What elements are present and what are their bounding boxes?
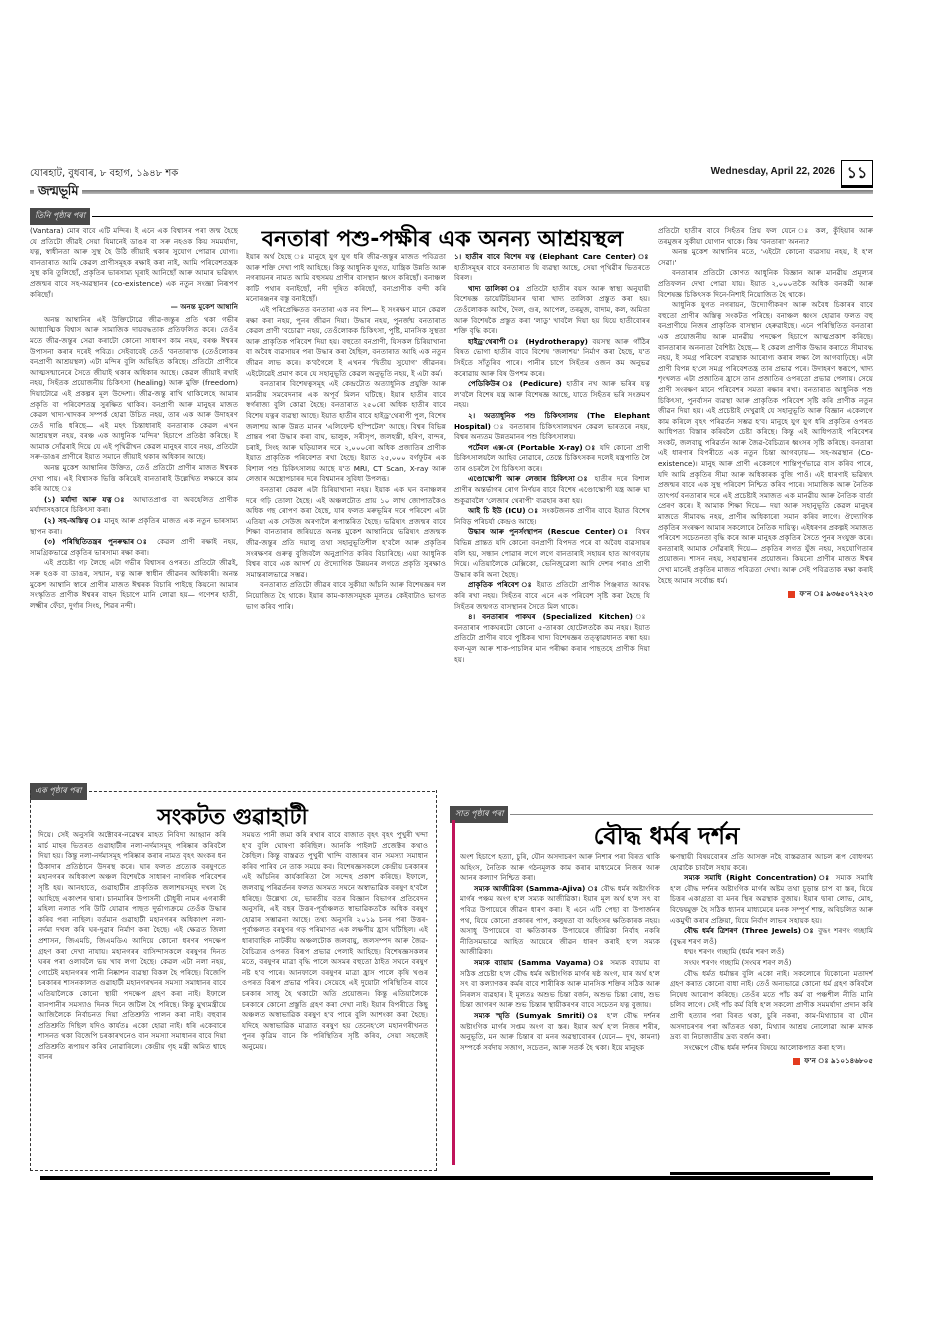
text: যদি কোনো প্ৰাণী চিকিৎসালয়লৈ আহিব নোৱাৰে, তেন্তে চিকিৎসকৰ দলেই যন্ত্ৰপাতি লৈ তাৰ ওচৰলৈ গৈ চিকিৎসা কৰে। bbox=[454, 442, 650, 473]
subhead: আই চি ইউ (ICU) ঃ bbox=[468, 506, 539, 516]
paragraph: দিয়ে। সেই অনুসৰি অক্টোবৰ-নৱেম্বৰ মাহত নিবিদা আহ্বান কৰি মাৰ্চ মাহৰ ভিতৰত গুৱাহাটীৰ নলা-নৰ্দমাসমূহ পৰিষ্কাৰ কৰিবলৈ দিয়া হয়। কিন্তু নলা-নৰ্দমাসমূহ পৰিষ্কাৰ কৰাৰ নামত বৃহৎ অংকৰ ধন ঠিকাদাৰ প্ৰতিষ্ঠানে উদৰস্থ কৰে। ঘাৰ ফলত প্ৰত্যেক বৰষুণতে মহানগৰৰ অধিকাংশ অঞ্চল বিশেষকৈ সাধাৰণ নাগৰিক পৰিবেশৰ সৃষ্টি হয়। আনহাতে, গুৱাহাটীৰ প্ৰাকৃতিক জলাশয়সমূহ দখল হৈ আহিছে একাংশৰ দ্বাৰা। চানমাৰিৰ উপাসনী চৌধুৰী নামৰ এগৰাকী মহিলা নলাত পৰি উটি যোৱাৰ পাছত দুৰ্ভাগ্যক্ৰমে তেওঁক উদ্ধাৰ কৰিব পৰা নাছিল। বৰ্তমান গুৱাহাটী মহানগৰৰ অধিকাংশ নলা-নৰ্দমা দখল কৰি ঘৰ-দুৱাৰ নিৰ্মাণ কৰা হৈছে। এই ক্ষেত্ৰত জিলা প্ৰশাসন, জিএমচি, জিএমডিএ আদিয়ে কোনো ধৰণৰ পদক্ষেপ গ্ৰহণ কৰা দেখা নাযায়। মহানগৰৰ বাসিন্দাসকলে বৰষুণৰ দিনত ঘৰৰ পৰা ওলাবলৈ ভয় খাব লগা হৈছে। কেৱল এটা নলা নহয়, গোটেই মহানগৰৰ পানী নিষ্কাশন ব্যৱস্থা বিকল হৈ পৰিছে। বিজেপি চৰকাৰৰ শাসনকালত গুৱাহাটী মহানগৰখনৰ সমস্যা সমাধানৰ বাবে এতিয়ালৈকে কোনো স্থায়ী পদক্ষেপ গ্ৰহণ কৰা নাই। ইফালে বানপানীৰ সমস্যাও দিনক দিনে জটিল হৈ পৰিছে। কিন্তু মুখ্যমন্ত্ৰীয়ে আজিলৈকে নিৰ্বাচনত দিয়া প্ৰতিশ্ৰুতি পালন কৰা নাই। বহুবাৰ প্ৰতিশ্ৰুতি দিছিল যদিও কাৰ্যতঃ একো হোৱা নাই। ধৰি একেবাৰে শাসনত থকা বিজেপি চৰকাৰখনেও বান সমস্যা সমাধানৰ বাবে দিয়া প্ৰতিশ্ৰুতি ৰূপায়ণ কৰিব নোৱাৰিলে। কেন্দ্ৰীয় গৃহ মন্ত্ৰী অমিত শ্বাহে বানৰ bbox=[38, 830, 226, 1062]
newspaper-page bbox=[30, 0, 873, 1337]
paragraph: (Vantara) মোৰ বাবে এটি মন্দিৰ। ই এনে এক বিশ্বাসৰ পৰা জন্ম হৈছে যে প্ৰতিটো জীৱই সেয়া যিমানেই ডাঙৰ বা সৰু নহওক কিয় সমমৰ্যাদা, যত্ন, স্বাধীনতা আৰু সুস্থ হৈ উঠি জীয়াই থকাৰ সুযোগ পোৱাৰ যোগ্য। বানতাৰাত আমি কেৱল প্ৰাণীসমূহক ৰক্ষাই কৰা নাই, আমি পৰিবেশতন্ত্ৰক সুস্থ কৰি তুলিছোঁ, প্ৰকৃতিৰ ভাৰসাম্য ঘূৰাই আনিছোঁ আৰু আমাৰ ভৱিষ্যৎ প্ৰজন্মৰ বাবে সহ-অৱস্থানৰ (co-existence) এক নতুন সংজ্ঞা নিৰূপণ কৰিছোঁ। bbox=[30, 226, 238, 299]
subhead: পৰ্টেবল এক্স-ৰে (Portable X-ray) ঃ bbox=[468, 442, 597, 452]
article3-end-rule bbox=[670, 1172, 830, 1175]
text: বুদ্ধং শৰণং গচ্ছামি (বুদ্ধৰ শৰণ লওঁ) bbox=[670, 926, 873, 946]
kicker-rule bbox=[92, 216, 873, 217]
paragraph bbox=[670, 873, 873, 926]
paragraph bbox=[454, 506, 650, 527]
masthead bbox=[30, 160, 873, 200]
text: প্ৰতিটো হাতীৰ বয়স আৰু স্বাস্থ্য অনুযায়ী বিশেষজ্ঞ ডায়েটিচিয়ানৰ দ্বাৰা খাদ্য তালিকা প্ৰস্তুত কৰা হয়। তেওঁলোকক আখৈ, দৈল, গুৰ, আপেল, তৰমুজ, বাদাম, কল, অমিতা আৰু বিশেষকৈ প্ৰস্তুত কৰা 'লাডু' খাবলৈ দিয়া হয় যিয়ে হাতীবোৰৰ শক্তি বৃদ্ধি কৰে। bbox=[454, 283, 650, 336]
paragraph: বনতাৰা কেৱল এটা চিৰিয়াখানা নহয়। ইয়াক এক ঘন বনাঞ্চলৰ দৰে গঢ়ি তোলা হৈছে। এই অঞ্চলটোত প্ৰায় ১০ লাখ জোপাতকৈও অধিক গছ ৰোপণ কৰা হৈছে, যাৰ ফলত মৰুভূমিৰ দৰে পৰিবেশ এটা এতিয়া এক সেউজ অৰণ্যলৈ ৰূপান্তৰিত হৈছে। ভৱিষ্যৎ প্ৰজন্মৰ বাবে শিক্ষা বানতাৰাৰ জৰিয়তে অনন্ত মুকেশ আম্বানিয়ে ভৱিষ্যৎ প্ৰজন্মক জীৱ-জন্তুৰ প্ৰতি দয়ালু তথা সহানুভূতিশীল হ'বলৈ আৰু প্ৰকৃতিৰ সংৰক্ষণৰ গুৰুত্ব বুজিবলৈ অনুপ্ৰাণিত কৰিব বিচাৰিছে। এয়া আধুনিক বিশ্বৰ বাবে এক আদৰ্শ যে ঔদ্যোগিক উন্নয়নৰ লগতে প্ৰকৃতি সুৰক্ষাও সমান্তৰালভাৱে সম্ভৱ। bbox=[246, 485, 446, 579]
paragraph bbox=[460, 884, 660, 958]
point-1 bbox=[30, 495, 238, 516]
paragraph: বনতাৰাৰ বিশেষত্বসমূহ এই কেন্দ্ৰটোত অত্যাধুনিক প্ৰযুক্তি আৰু মানৱীয় সমবেদনাৰ এক অপূৰ্ব মিলন ঘটিছে। ইয়াৰ হাতীৰ বাবে স্বৰ্গৰাজ্য বুলি কোৱা হৈছে। বনতাৰাত ২৫০ৰো অধিক হাতীৰ বাবে বিশেষ যত্নৰ ব্যৱস্থা আছে। ইয়াত হাতীৰ বাবে হাইড্ৰ'থেৰাপী পুল, বিশেষ জলাশয় আৰু উন্নত মানৰ 'এলিফেন্ট হস্পিটেল' আছে। বিশ্বৰ বিভিন্ন প্ৰান্তৰ পৰা উদ্ধাৰ কৰা বাঘ, ভালুক, সৰীসৃপ, জলহস্তী, হৰিণ, বান্দৰ, চৰাই, সিংহ আৰু ঘড়িয়ালৰ দৰে ২,০০০ৰো অধিক প্ৰজাতিৰ প্ৰাণীক ইয়াত প্ৰাকৃতিক পৰিবেশত ৰখা হৈছে। ইয়াত ২৫,০০০ বৰ্গফুটৰ এক বিশাল পশু চিকিৎসালয় আছে য'ত MRI, CT Scan, X-ray আৰু লেজাৰ অস্ত্ৰোপচাৰৰ দৰে বিশ্বমানৰ সুবিধা উপলব্ধ। bbox=[246, 379, 446, 484]
paragraph bbox=[454, 580, 650, 612]
paragraph: প্ৰতিটো হাতীৰ বাবে সিহঁতৰ প্ৰিয় ফল যেনে ঃ কল, কুঁহিয়াৰ আৰু তৰমুজৰ সুকীয়া যোগান থাকে। কিয় 'বনতাৰা' অনন্য? bbox=[658, 226, 873, 246]
text: হাতীৰ দৰে বিশাল প্ৰাণীৰ অন্তৰ্ভাগৰ ৰোগ নিৰ্ণয়ৰ বাবে বিশেষ এণ্ডোস্কোপী যন্ত্ৰ আৰু ঘা শুকুৱাবলৈ 'লেজাৰ থেৰাপী' ব্যৱহাৰ কৰা হয়। bbox=[454, 474, 650, 505]
paragraph: সময়ত পানী জমা কৰি ৰখাৰ বাবে বাজাত বৃহৎ বৃহৎ পুখুৰী খন্দা হ'ব বুলি ঘোষণা কৰিছিল। আনকি পাইলট প্ৰজেক্টৰ কথাও কৈছিল। কিন্তু বাস্তৱত পুখুৰী খান্দি বাজাৰৰ বান সমস্যা সমাধান কৰিব পাৰিব নে তাক সময়ে কব। বিশেষজ্ঞসকলে কেন্দ্ৰীয় চৰকাৰৰ এই আঁচনিৰ কাৰ্যকাৰিতা লৈ সন্দেহ প্ৰকাশ কৰিছে। ইফালে, জলবায়ু পৰিৱৰ্তনৰ ফলত অসমত সঘনে অস্বাভাৱিক বৰষুণ হ'বলৈ ধৰিছে। উল্লেখ্য যে, ভাৰতীয় বতৰ বিজ্ঞান বিভাগৰ প্ৰতিবেদন অনুসৰি, এই বছৰ উত্তৰ-পূৰ্বাঞ্চলত স্বাভাৱিকতকৈ অধিক বৰষুণ হোৱাৰ সম্ভাৱনা আছে। তথ্য অনুসৰি ২০১৯ চনৰ পৰা উত্তৰ-পূৰ্বাঞ্চলত বৰষুণৰ গড় পৰিমাণত এক লক্ষণীয় হ্ৰাস ঘটিছিল। এই ধাৰাবাহিক নাটকীয় অঞ্চলটোক জলবায়ু, জলসম্পদ আৰু জৈৱ-বৈচিত্ৰ্যৰ ওপৰত বিৰূপ প্ৰভাৱ পেলাই আহিছে। বিশেষজ্ঞসকলৰ মতে, বৰষুণৰ মাত্ৰা বৃদ্ধি পালে অসমৰ বহুতো ঠাইত সঘনে বৰষুণ নষ্ট হ'ব পাৰে। আনফালে বৰষুণৰ মাত্ৰা হ্ৰাস পালে কৃষি খণ্ডৰ ওপৰত বিৰূপ প্ৰভাৱ পৰিব। সেয়েহে এই দুয়োটা পৰিস্থিতিৰ বাবে চৰকাৰ সাজু হৈ থকাটো অতি প্ৰয়োজন। কিন্তু এতিয়ালৈকে চৰকাৰে কোনো প্ৰস্তুতি গ্ৰহণ কৰা দেখা নাই। ইয়াৰ বিপৰীতে কিছু অঞ্চলত অস্বাভাৱিক বৰষুণ হ'ব পাৰে বুলি আশংকা কৰা হৈছে। যদিহে অস্বাভাৱিক মাত্ৰাত বৰষুণ হয় তেনেহ'লে মহানগৰীখনত পুনৰ কৃত্ৰিম বানে কি পৰিস্থিতিৰ সৃষ্টি কৰিব, সেয়া সহজেই অনুমেয়। bbox=[242, 830, 428, 1051]
paragraph bbox=[460, 1011, 660, 1053]
page-number: ১১ bbox=[841, 160, 873, 188]
subhead: প্ৰাকৃতিক পৰিবেশ ঃ bbox=[468, 580, 534, 590]
text: হ'ল বৌদ্ধ দৰ্শনৰ অষ্টাংগিক মাৰ্গৰ সপ্তম অংগ বা স্তৰ। ইয়াৰ অৰ্থ হ'ল নিজৰ শৰীৰ, অনুভূতি, মন আৰু চিন্তাৰ বা মনৰ অৱস্থাবোৰৰ (যেনে— দুখ, কামনা) সম্পৰ্কে সৰ্বদায় সজাগ, সচেতন, আৰু সতৰ্ক হৈ থকা। ইয়ে মানুহক bbox=[460, 1010, 660, 1052]
accent-rule bbox=[452, 820, 455, 1165]
paragraph: এই পৰিপ্ৰেক্ষিতত বনতাৰা এক নব দিশ— ই সংৰক্ষণ মানে কেৱল ৰক্ষা কৰা নহয়, পুনৰ জীৱন দিয়া। উদ্ধাৰ নহয়, পুনৰ্জন্ম বনতাৰাত কেৱল প্ৰাণী 'বচোৱা' নহয়, তেওঁলোকক চিকিৎসা, পুষ্টি, মানসিক সুস্থতা আৰু প্ৰাকৃতিক পৰিবেশ দিয়া হয়। বহুতো বনপ্ৰাণী, যিসকল চিৰিয়াখানা বা অবৈধ ব্যৱসায়ৰ পৰা উদ্ধাৰ কৰা হৈছিল, বনতাৰাত আহি এক নতুন জীৱন লাভ কৰে। ক'বগৈলে ই এখনৰ 'দ্বিতীয় সুযোগ' জীৱনৰ। এইটোৱেই প্ৰমাণ কৰে যে সহানুভূতি কেৱল অনুভূতি নহয়, ই এটা কৰ্ম। bbox=[246, 304, 446, 378]
point-text: আঘাতপ্ৰাপ্ত বা অবহেলিত প্ৰাণীক মৰ্যাদাসহকাৰে চিকিৎসা কৰা। bbox=[30, 494, 238, 515]
paragraph: অনন্ত মুকেশ আম্বানিৰ উক্তিত, তেওঁ প্ৰতিটো প্ৰাণীৰ মাজত ঈশ্বৰক দেখা পায়। এই বিশ্বাসক ভিত্তি কৰিয়েই বানতাৰাই উল্লেখিত লক্ষ্যৰে কাম কৰি আছে ঃ bbox=[30, 463, 238, 494]
paragraph bbox=[454, 411, 650, 443]
paragraph bbox=[454, 337, 650, 379]
article2-column-1 bbox=[38, 830, 226, 1164]
text: বৌদ্ধ ধৰ্মৰ অষ্টাংগিক মাৰ্গৰ পঞ্চম অংগ হ'ল সম্যক আজীৱিকা। ইয়াৰ মূল অৰ্থ হ'ল সৎ বা পবিত্ৰ উপায়েৰে জীৱন ধাৰণ কৰা। ই এনে এটি পেছা বা উপাৰ্জনৰ পথ, যিয়ে কোনো প্ৰকাৰৰ পাপ, কলুষতা বা অহিংসৰ ক্ষতিকাৰক নহয়। অসাধু উপায়েৰে বা ক্ষতিকাৰক উপায়েৰে জীৱিকা নিৰ্বাহ নকৰি নীতিসমভাৱে আহিত আয়েৰে জীৱন ধাৰণ কৰাই হ'ল সম্যক আজীৱিকা। bbox=[460, 883, 660, 957]
subhead: ১। হাতীৰ বাবে বিশেষ যত্ন (Elephant Care Center) ঃ bbox=[454, 252, 650, 261]
paragraph: ইয়াৰ অৰ্থ হৈছে ঃ মানুহে যুগ যুগ ধৰি জীৱ-জন্তুৰ মাজত পবিত্ৰতা আৰু শক্তি দেখা পাই আহিছে। কিন্তু আধুনিক যুগত, যান্ত্ৰিক উন্নতি আৰু নগৰায়নৰ নামত আমি বহুসময় প্ৰাণীৰ বাসস্থান ধ্বংস কৰিছোঁ। বনাঞ্চল কাটি পথাৰ বনাইছোঁ, নদী দূষিত কৰিছোঁ, বন্যপ্ৰাণীক বন্দী কৰি মনোৰঞ্জনৰ বস্তু বনাইছোঁ। bbox=[246, 252, 446, 304]
paragraph bbox=[460, 958, 660, 1011]
square-bullet-icon bbox=[793, 1058, 800, 1065]
subhead: উদ্ধাৰ আৰু পুনৰ্সংস্থাপন (Rescue Center) ঃ bbox=[468, 527, 631, 537]
phone-line bbox=[658, 589, 873, 600]
paragraph: বনতাৰাৰ প্ৰতিটো কোণত আধুনিক বিজ্ঞান আৰু মানৱীয় প্ৰমূল্যৰ প্ৰতিফলন দেখা পোৱা যায়। ইয়াত ২,০০০তকৈ অধিক বনকৰ্মী আৰু বিশেষজ্ঞ চিকিৎসক দিনে-নিশাই নিয়োজিত হৈ থাকে। bbox=[658, 268, 873, 299]
paragraph: এই প্ৰচেষ্টা গঢ় লৈছে এটা গভীৰ বিশ্বাসৰ ওপৰত। প্ৰতিটো জীৱই, সৰু হওক বা ডাঙৰ, সন্মান, যত্ন আৰু স্বাধীন জীৱনৰ অধিকাৰী। অনন্ত মুকেশ আম্বানি স্বাৰে প্ৰাণীৰ মাজত ঈশ্বৰক বিচাৰি পাইছে কিয়নো আমাৰ সংস্কৃতিত প্ৰাণীক ঈশ্বৰৰ বাহন হিচাপে মানি লোৱা হয়— গণেশৰ হাতী, লক্ষ্মীৰ ফেঁচা, দুৰ্গাৰ সিংহ, শিৱৰ নন্দী। bbox=[30, 558, 238, 610]
paragraph: ধম্মং শৰণং গচ্ছামি (ধৰ্মৰ শৰণ লওঁ) bbox=[684, 947, 785, 957]
paragraph bbox=[454, 443, 650, 475]
paragraph: ক্ষণস্থায়ী বিষয়বোৰৰ প্ৰতি আসক্ত নহৈ বাস্তৱতাৰ আচল ৰূপ বোধগম্য হোৱাকৈ চাবলৈ সহায় কৰে। bbox=[670, 852, 873, 872]
point-title: (১) মৰ্যাদা আৰু যত্ন ঃ bbox=[44, 494, 128, 504]
point-3 bbox=[30, 537, 238, 558]
phone-number: ফ'ন ঃ ৯১০১৪৬৮০৫ bbox=[804, 1056, 873, 1066]
paragraph bbox=[454, 527, 650, 580]
subhead: সম্যক আজীৱিকা (Samma-Ajiva) ঃ bbox=[474, 883, 599, 893]
article2-kicker: এক পৃষ্ঠাৰ পৰা bbox=[30, 783, 87, 800]
point-title: (২) সহ-অস্তিত্ব ঃ bbox=[44, 516, 102, 526]
paragraph: অংশ হিচাপে হত্যা, চুৰি, যৌন অসদাচৰণ আৰু নিশাৰ পৰা বিৰত থাকি অহিংস, নৈতিক আৰু গঠনমূলক কাম কৰাৰ মাধ্যমেৰে নিজৰ আৰু আনৰ কল্যাণ নিশ্চিত কৰা। bbox=[460, 852, 660, 883]
quote-signature: — অনন্ত মুকেশ আম্বানি bbox=[170, 302, 238, 312]
article3-headline: বৌদ্ধ ধৰ্মৰ দৰ্শন bbox=[593, 822, 740, 850]
masthead-rule bbox=[30, 190, 873, 194]
page-bottom-rule bbox=[40, 1176, 873, 1180]
article1-column-4 bbox=[658, 226, 873, 796]
article1-column-1 bbox=[30, 226, 238, 778]
article3-kicker: সাত পৃষ্ঠাৰ পৰা bbox=[450, 806, 508, 823]
paragraph: আধুনিক যুগত নগৰায়ন, উদ্যোগীকৰণ আৰু অবৈধ চিকাৰৰ বাবে বহুতো প্ৰাণীৰ অস্তিত্ব সংকটত পৰিছে। বনাঞ্চল ধ্বংস হোৱাৰ ফলত বহু বনপ্ৰাণীয়ে নিজৰ প্ৰাকৃতিক বাসস্থান হেৰুৱাইছে। এনে পৰিস্থিতিত বনতাৰা এক প্ৰয়োজনীয় আৰু মানৱীয় পদক্ষেপ হিচাপে আত্মপ্ৰকাশ কৰিছে। বানতাৰাৰ অনন্যতা বৈশিষ্ট্য হৈছে— ই কেৱল প্ৰাণীক উদ্ধাৰ কৰাতে সীমাবদ্ধ নহয়, ই সমগ্ৰ পৰিবেশ ব্যৱস্থাক আৰোগ্য কৰাৰ লক্ষ্য লৈ আগবাঢ়িছে। এটা প্ৰাণী বিপন্ন হ'লে সমগ্ৰ পৰিবেশতন্ত্ৰ তাৰ প্ৰভাৱ পৰে। উদাহৰণ স্বৰূপে, খাদ্য শৃংখলত এটা প্ৰজাতিৰ হ্ৰাসে তান প্ৰজাতিৰ ওপৰতো প্ৰভাৱ পেলায়। সেয়ে প্ৰাণী সংৰক্ষণ মানে পৰিবেশৰ সমতা ৰক্ষাৰ ৰখা। বনতাৰাত আধুনিক পশু চিকিৎসা, পুনৰ্বাসন ব্যৱস্থা আৰু প্ৰাকৃতিক পৰিবেশ সৃষ্টি কৰি প্ৰাণীক নতুন জীৱন দিয়া হয়। এই প্ৰচেষ্টাই দেখুৱাই যে সহানুভূতি আৰু বিজ্ঞান একেলগে কাম কৰিলে বৃহৎ পৰিৱৰ্তন সম্ভৱ হ'ব। মানুহে যুগ যুগ ধৰি প্ৰকৃতিৰ ওপৰত আধিপত্য বিস্তাৰ কৰিবলৈ চেষ্টা কৰিছে। কিন্তু এই আধিপত্যই পৰিবেশৰ সংকট, জলবায়ু পৰিৱৰ্তন আৰু জৈৱ-বৈচিত্ৰ্যৰ ধ্বংসৰ সৃষ্টি কৰিছে। বনতাৰা এই ধাৰণাৰ বিপৰীতে এক নতুন চিন্তা আগবঢ়ায়— সহ-অৱস্থান (Co-existence)। মানুহ আৰু প্ৰাণী একেলগে শান্তিপূৰ্ণভাৱে বাস কৰিব পাৰে, যদি আমি প্ৰকৃতিৰ সীমা আৰু অধিকাৰক বুজি পাওঁ। এই ধাৰণাই ভৱিষ্যৎ প্ৰজন্মৰ বাবে এক সুস্থ পৰিবেশ নিশ্চিত কৰিব পাৰে। সামাজিক আৰু নৈতিক তাৎপৰ্য বনতাৰাৰ দৰে এই প্ৰচেষ্টাই সমাজত এক মানৱীয় আৰু নৈতিক বাৰ্তা প্ৰেৰণ কৰে। ই আমাক শিক্ষা দিয়ে— দয়া আৰু সহানুভূতি কেৱল মানুহৰ মাজতে সীমাবদ্ধ নহয়, প্ৰাণীৰ অধিকাৰো সমান কৰিব লাগে। ঔদ্যোগিক প্ৰকৃতিৰ সংৰক্ষণ আমাৰ সকলোৰে নৈতিক দায়িত্ব। এইধৰণৰ প্ৰকল্পই সমাজত পৰিবেশ সচেতনতা বৃদ্ধি কৰে আৰু মানুহক প্ৰকৃতিৰ সৈতে পুনৰ সংযুক্ত কৰে। বনতাৰাই আমাক সোঁৱৰাই দিয়ে— প্ৰকৃতিৰ লগত যুঁজ নহয়, সহযোগিতাৰ প্ৰয়োজন। শাসন নহয়, সহাৱস্থানৰ প্ৰয়োজন। কিয়নো প্ৰাণীৰ মাজত ঈশ্বৰ দেখা মানেই প্ৰকৃতিৰ মাজত পবিত্ৰতা দেখা। আৰু সেই পবিত্ৰতাক ৰক্ষা কৰাই হৈছে আমাৰ সৰ্বোচ্চ ধৰ্ম। bbox=[658, 300, 873, 585]
article1-headline: বনতাৰা পশু-পক্ষীৰ এক অনন্য আশ্ৰয়স্থল bbox=[261, 227, 624, 252]
article3-column-1 bbox=[460, 852, 660, 1162]
paragraph bbox=[454, 284, 650, 337]
paragraph: বৌদ্ধ ধৰ্মত ধৰ্মান্তৰ বুলি একো নাই। সকলোৰে যিকোনো মতাদৰ্শ গ্ৰহণ কৰাত কোনো বাধা নাই। তেওঁ অন্যভাৱে কোনো ধৰ্ম গ্ৰহণ কৰিবলৈ নিষেধ আৰোপ কৰিছে। তেওঁৰ মতে পাঁচ কৰ্ম বা পঞ্চশীল নীতি মানি চলিব লাগে। সেই পাঁচ কৰ্ম বিধি হ'ল সকলো প্ৰাণীক সমমৰ্যাদা প্ৰদান কৰি প্ৰাণী হত্যাৰ পৰা বিৰত থকা, চুৰি নকৰা, কাম-মিথ্যাচাৰ বা যৌন অসদাচৰণৰ পৰা আঁতৰত থকা, মিথ্যাৰ আশ্ৰয় নোলোৱা আৰু মাদক দ্ৰব্য বা নিচাজাতীয় দ্ৰব্য বৰ্জন কৰা। bbox=[670, 968, 873, 1042]
article3-column-2 bbox=[670, 852, 873, 1152]
phone-number: ফ'ন ঃ ৯৩৬৫০৭২২২৩ bbox=[799, 589, 873, 599]
subhead: ২। অত্যাধুনিক পশু চিকিৎসালয় (The Elephant Hospital) bbox=[454, 410, 650, 431]
phone-line bbox=[670, 1056, 873, 1067]
paragraph: বনতাৰাত প্ৰতিটো জীৱৰ বাবে সুকীয়া আঁচনি আৰু বিশেষজ্ঞৰ দল নিয়োজিত হৈ থাকে। ইয়াৰ কাম-কাজসমূহক মূলতঃ কেইবাটাও ভাগত ভাগ কৰিব পাৰি। bbox=[246, 580, 446, 611]
paragraph: সংক্ষেপে বৌদ্ধ ধৰ্মৰ দৰ্শনৰ বিষয়ে আলোকপাত কৰা হ'ল। bbox=[684, 1042, 846, 1052]
paragraph: অনন্ত মুকেশ আম্বানিৰ মতে, 'এইটো কোনো ব্যৱসায় নহয়, ই হ'ল সেৱা।' bbox=[658, 247, 873, 267]
article1-column-2 bbox=[246, 252, 446, 772]
article1-column-3 bbox=[454, 252, 650, 772]
paragraph bbox=[454, 612, 650, 665]
text: হাতীসমূহৰ বাবে বনতাৰাত যি ব্যৱস্থা আছে, সেয়া পৃথিৱীৰ ভিতৰতে বিৰল। bbox=[454, 262, 650, 283]
subhead: বৌদ্ধ ধৰ্মৰ ত্ৰিশৰণ (Three Jewels) ঃ bbox=[684, 926, 815, 936]
date-assamese: যোৰহাট, বুধবাৰ, ৮ বহাগ, ১৯৪৮ শক bbox=[30, 168, 179, 179]
text: হাতীৰ নখ আৰু ভৰিৰ যত্ন ল'বলৈ বিশেষ যন্ত্ৰ আৰু বিশেষজ্ঞ আছে, যাতে সিহঁতৰ ভৰি সংক্ৰমণ নহয়। bbox=[454, 379, 650, 410]
text: ঃ বনতাৰাৰ চিকিৎসালয়খন কেৱল ভাৰতৰে নহয়, বিশ্বৰ অন্যতম উন্নতমানৰ পশু চিকিৎসালয়। bbox=[454, 421, 650, 442]
article1-kicker: তিনি পৃষ্ঠাৰ পৰা bbox=[30, 208, 90, 225]
text: বিশ্বৰ বিভিন্ন প্ৰান্তত যদি কোনো বনপ্ৰাণী বিপদত পৰে বা অবৈধ ব্যৱসায়ৰ বলি হয়, সন্ধান পোৱাৰ লগে লগে বানতাৰাই সহায়ৰ হাত আগবঢ়ায় দিয়ে। এতিয়ালৈকে মেক্সিকো, ভেনিজুৱেলা আদি দেশৰ পৰাও প্ৰাণী উদ্ধাৰ কৰি অনা হৈছে। bbox=[454, 527, 650, 579]
subhead: সম্যক ব্যায়াম (Samma Vayama) ঃ bbox=[474, 957, 606, 967]
paragraph bbox=[454, 379, 650, 411]
article2-column-2 bbox=[242, 830, 428, 1164]
text: সম্যক ব্যায়াম বা সঠিক প্ৰচেষ্টা হ'ল বৌদ্ধ ধৰ্মৰ অষ্টাংগিক মাৰ্গৰ ষষ্ঠ অংগ, যাৰ অৰ্থ হ'ল সৎ বা কল্যাণকৰ কৰ্মৰ বাবে শাৰীৰিক আৰু মানসিক শক্তিৰ সঠিক আৰু নিৰলস ব্যৱহাৰ। ই মূলতঃ অশুভ চিন্তা বৰ্জন, অশুভ চিন্তা ৰোধ, শুভ চিন্তা জাগৰণ আৰু শুভ চিন্তাৰ স্থায়ীকৰণৰ বাবে সচেতন যত্ন বুজায়। bbox=[460, 957, 660, 1010]
point-text: মানুহ আৰু প্ৰকৃতিৰ মাজত এক নতুন ভাৰসাম্য স্থাপন কৰা। bbox=[30, 516, 238, 536]
paragraph bbox=[670, 926, 873, 947]
text: ইয়াত প্ৰতিটো প্ৰাণীক পিঞ্জৰাত আবদ্ধ কৰি ৰখা নহয়। সিহঁতৰ বাবে এনে এক পৰিবেশ সৃষ্টি কৰা হৈছে যি সিহঁতৰ জন্মগত বাসস্থানৰ সৈতে মিল থাকে। bbox=[454, 580, 650, 611]
point-title: (৩) পৰিস্থিতিতন্ত্ৰৰ পুনৰুদ্ধাৰ ঃ bbox=[44, 537, 151, 547]
paragraph bbox=[454, 474, 650, 506]
subhead: হাইড্ৰ'থেৰাপী ঃ (Hydrotherapy) bbox=[468, 336, 588, 346]
paragraph: অনন্ত আম্বানিৰ এই উক্তিটোৱে জীৱ-জন্তুৰ প্ৰতি থকা গভীৰ আধ্যাত্মিক বিশ্বাস আৰু সামাজিক দায়বদ্ধতাক প্ৰতিফলিত কৰে। তেওঁৰ মতে জীৱ-জন্তুৰ সেৱা কৰাটো কোনো সাধাৰণ কাম নহয়, বৰঞ্চ ঈশ্বৰৰ উপাসনা কৰাৰ দৰেই পবিত্ৰ। সেইবাবেই তেওঁ 'বনতাৰা'ক (তেওঁলোকৰ বনপ্ৰাণী আশ্ৰয়স্থল) এটা মন্দিৰ বুলি অভিহিত কৰিছে। প্ৰতিটো প্ৰাণীৰে আত্মসন্মানেৰে সৈতে জীয়াই থকাৰ অধিকাৰ আছে। কেৱল জীয়াই ৰখাই নহয়, সিহঁতক প্ৰয়োজনীয় চিকিৎসা (healing) আৰু মুক্তি (freedom) দিয়াটোৱে এই প্ৰকল্পৰ মূল উদ্দেশ্য। জীৱ-জন্তু ৰাখি থাকিলেহে আমাৰ প্ৰকৃতি বা পৰিবেশতন্ত্ৰ সুৰক্ষিত থাকিব। বনপ্ৰাণী আৰু মানুহৰ মাজত কেৱল খাদ্য-খাদকৰ সম্পৰ্ক হোৱা উচিত নহয়, তাৰ এক আৰু উদাহৰণ তেওঁ দাঙি ধৰিছে— এই মহৎ চিন্তাধাৰাই বনতাৰাক কেৱল এখন আশ্ৰয়স্থল নহয়, বৰঞ্চ এক আধুনিক 'মন্দিৰ' হিচাপে প্ৰতিষ্ঠা কৰিছে। ই আমাক সোঁৱৰাই দিয়ে যে এই পৃথিৱীখন কেৱল মানুহৰ বাবে নহয়, প্ৰতিটো সৰু-ডাঙৰ প্ৰাণীৰে ইয়াত সমানে জীয়াই থকাৰ অধিকাৰ আছে। bbox=[30, 314, 238, 462]
text: সম্যক সমাধি হ'ল বৌদ্ধ দৰ্শনৰ অষ্টাংগিক মাৰ্গৰ অষ্টম তথা চূড়ান্ত চাপ বা স্তৰ, যিয়ে চিত্তৰ একাগ্ৰতা বা মনৰ স্থিৰ অৱস্থাক বুজায়। ইয়াৰ দ্বাৰা লোভ, মোহ, বিদ্বেষমুক্ত হৈ সঠিক ধ্যানৰ মাধ্যমেৰে মনক সম্পূৰ্ণ শান্ত, অবিচলিত আৰু একমুখী কৰাৰ প্ৰক্ৰিয়া, যিয়ে নিৰ্বাণ লাভৰ সহায়ক হয়। bbox=[670, 873, 873, 925]
paragraph bbox=[454, 252, 650, 284]
paragraph: সংঘং শৰণং গচ্ছামি (সংঘৰ শৰণ লওঁ) bbox=[684, 957, 792, 967]
subhead: সম্যক স্মৃতি (Sumyak Smriti) ঃ bbox=[474, 1010, 601, 1020]
article2-headline: সংকটত গুৱাহাটী bbox=[157, 805, 308, 830]
newspaper-logo: জন্মভূমি bbox=[34, 182, 82, 203]
kicker-rule bbox=[510, 814, 873, 815]
text: সংকটজনক প্ৰাণীৰ বাবে ইয়াত বিশেষ নিবিড় পৰিচৰ্যা কেন্দ্ৰও আছে। bbox=[454, 506, 650, 526]
subhead: এণ্ডোস্কোপী আৰু লেজাৰ চিকিৎসা ঃ bbox=[468, 474, 590, 484]
square-bullet-icon bbox=[788, 591, 795, 598]
subhead: পেডিকিউৰ ঃ (Pedicure) bbox=[468, 379, 562, 389]
text: বনতাৰাৰ পাকঘৰটো কোনো ৫-তাৰকা হোটেলতকৈ কম নহয়। ইয়াত প্ৰতিটো প্ৰাণীৰ বাবে পুষ্টিকৰ খাদ্য বিশেষজ্ঞৰ তত্ত্বাৱধানত ৰন্ধা হয়। ফল-মূল আৰু শাক-পাচলিৰ মান পৰীক্ষা কৰাৰ পাছতহে প্ৰাণীক দিয়া হয়। bbox=[454, 622, 650, 664]
subhead: ৪। বনতাৰাৰ পাকঘৰ (Specialized Kitchen) bbox=[468, 612, 633, 622]
point-2 bbox=[30, 516, 238, 537]
point-text: কেৱল প্ৰাণী ৰক্ষাই নহয়, সামগ্ৰিকভাৱে প্ৰকৃতিৰ ভাৰসাম্য ৰক্ষা কৰা। bbox=[30, 537, 238, 557]
subhead: খাদ্য তালিকা ঃ bbox=[468, 283, 522, 293]
subhead: সম্যক সমাধি (Right Concentration) ঃ bbox=[684, 873, 832, 883]
text: বয়সস্থ আৰু গাঁঠিৰ বিষত ভোগা হাতীৰ বাবে বিশেষ 'জলাশয়' নিৰ্মাণ কৰা হৈছে, য'ত সিহঁতে সাঁতুৰিব পাৰে। পানীৰ চাপে সিহঁতৰ ওজন কম অনুভৱ কৰোৱায় আৰু বিষ উপশম কৰে। bbox=[454, 336, 650, 378]
date-english: Wednesday, April 22, 2026 bbox=[710, 166, 835, 177]
